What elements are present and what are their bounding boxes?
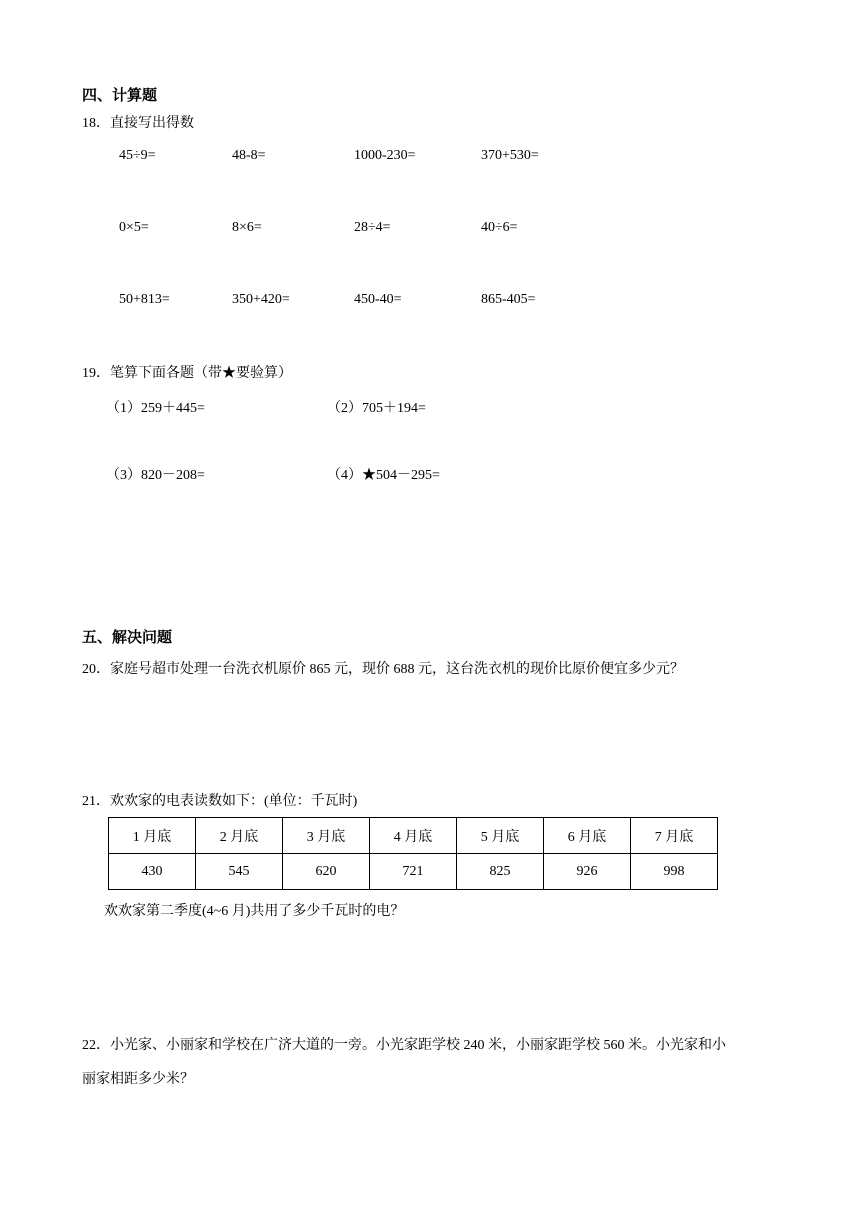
question-number: 19．	[82, 366, 110, 381]
question-21	[82, 790, 357, 810]
table-header-cell: 4 月底	[370, 818, 457, 854]
question-prompt: 直接写出得数	[110, 116, 194, 131]
table-header-cell: 3 月底	[283, 818, 370, 854]
question-number: 20．	[82, 662, 110, 677]
question-number: 18．	[82, 116, 110, 131]
table-cell: 998	[631, 854, 718, 890]
question-text: 家庭号超市处理一台洗衣机原价 865 元，现价 688 元，这台洗衣机的现价比原价便宜多少元？	[110, 662, 684, 677]
question-18-header	[82, 112, 194, 132]
table-header-row	[109, 818, 718, 854]
written-calc-item: （4）★504－295=	[327, 468, 440, 483]
calc-item: 50+813=	[119, 292, 170, 307]
table-cell: 721	[370, 854, 457, 890]
calc-item: 1000-230=	[354, 148, 416, 163]
table-cell: 430	[109, 854, 196, 890]
table-cell: 926	[544, 854, 631, 890]
table-header-cell: 1 月底	[109, 818, 196, 854]
table-cell: 825	[457, 854, 544, 890]
calc-item: 45÷9=	[119, 148, 156, 163]
table-header-cell: 6 月底	[544, 818, 631, 854]
table-row	[109, 854, 718, 890]
calc-item: 40÷6=	[481, 220, 518, 235]
question-21-subquestion: 欢欢家第二季度(4~6 月)共用了多少千瓦时的电？	[104, 904, 405, 919]
question-text: 小光家、小丽家和学校在广济大道的一旁。小光家距学校 240 米，小丽家距学校 560 米。小光家和小	[110, 1038, 726, 1053]
calc-item: 28÷4=	[354, 220, 391, 235]
calc-item: 8×6=	[232, 220, 262, 235]
calc-item: 0×5=	[119, 220, 149, 235]
question-22-line-1	[82, 1034, 726, 1054]
question-number: 21．	[82, 794, 110, 809]
table-cell: 545	[196, 854, 283, 890]
question-22-line-2: 丽家相距多少米？	[82, 1072, 194, 1087]
written-calc-item: （2）705＋194=	[327, 401, 426, 416]
section-title-problem-solving: 五、解决问题	[82, 628, 173, 646]
table-cell: 620	[283, 854, 370, 890]
question-text: 欢欢家的电表读数如下：(单位：千瓦时)	[110, 794, 358, 809]
calc-item: 450-40=	[354, 292, 402, 307]
meter-reading-table	[108, 817, 718, 890]
section-title-calculation: 四、计算题	[82, 86, 158, 104]
table-header-cell: 5 月底	[457, 818, 544, 854]
calc-item: 48-8=	[232, 148, 266, 163]
written-calc-item: （1）259＋445=	[106, 401, 205, 416]
table-header-cell: 7 月底	[631, 818, 718, 854]
question-number: 22．	[82, 1038, 110, 1053]
question-19-header	[82, 362, 292, 382]
question-20	[82, 658, 684, 678]
calc-item: 370+530=	[481, 148, 539, 163]
calc-item: 865-405=	[481, 292, 536, 307]
table-header-cell: 2 月底	[196, 818, 283, 854]
calc-item: 350+420=	[232, 292, 290, 307]
written-calc-item: （3）820－208=	[106, 468, 205, 483]
question-prompt: 笔算下面各题（带★要验算）	[110, 366, 292, 381]
